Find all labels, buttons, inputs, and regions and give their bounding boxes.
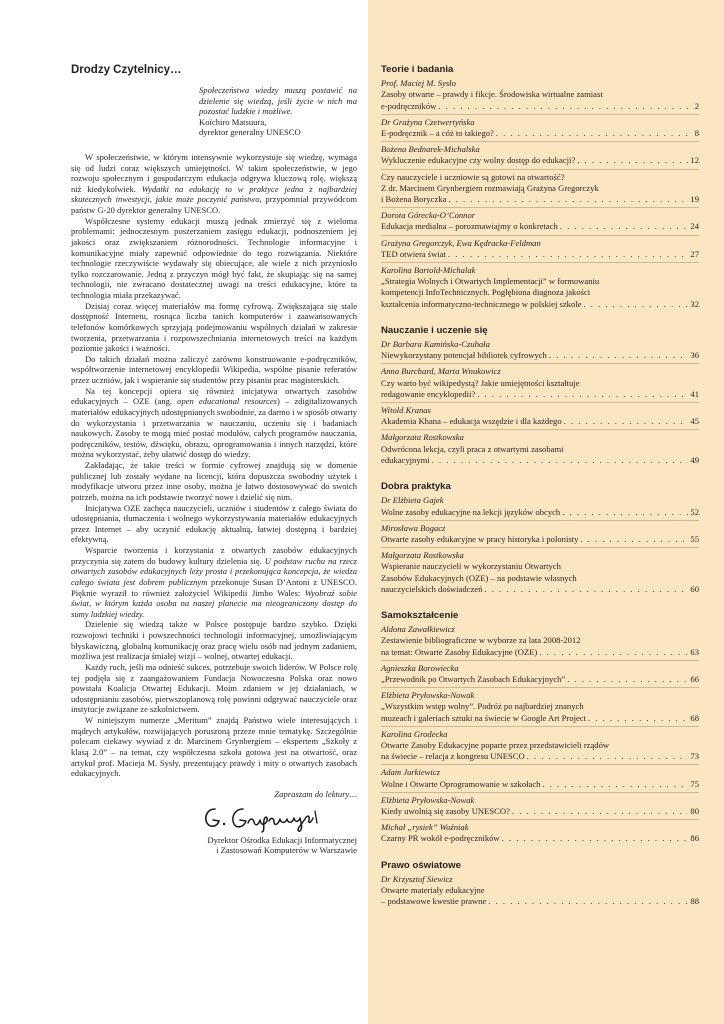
editorial-title: Drodzy Czytelnicy… — [71, 64, 182, 76]
dot-leader — [438, 101, 692, 112]
toc-entry-title-line: Czarny PR wokół e-podręczników — [381, 833, 500, 844]
motto-role: dyrektor generalny UNESCO — [199, 127, 301, 138]
toc-entry-last-line — [381, 779, 699, 790]
toc-entry[interactable] — [381, 238, 699, 263]
toc-section-title: Teorie i badania — [381, 64, 454, 75]
toc-page-number: 60 — [690, 583, 699, 594]
dot-leader — [549, 350, 689, 361]
toc-entry-title-line: E-podręcznik – a cóż to takiego? — [381, 128, 494, 139]
toc-entry-title-line: Czy warto być wikipedystą? Jakie umiejętności kształtuje — [381, 377, 580, 388]
toc-entry-title-line: TED otwiera świat — [381, 248, 446, 259]
toc-page-number: 86 — [690, 833, 699, 844]
toc-entry-author: Karolina Bartold-Michalak — [381, 265, 476, 276]
toc-entry-last-line — [381, 455, 699, 466]
toc-entry-last-line — [381, 534, 699, 545]
dot-leader — [502, 833, 689, 844]
editorial-paragraph — [71, 354, 357, 386]
toc-section-title: Prawo oświatowe — [381, 859, 461, 871]
dot-leader — [527, 751, 689, 762]
toc-section — [381, 325, 699, 468]
toc-entry-last-line — [381, 249, 699, 260]
editorial-paragraph — [71, 460, 357, 503]
dot-leader — [484, 584, 688, 595]
dot-leader — [488, 896, 688, 907]
motto-quote: Społeczeństwa wiedzy muszą postawić na dzielenie się wiedzą, jeśli życie w nich ma pozostać ludzkie i możliwe. — [199, 85, 357, 117]
toc-entry-last-line — [381, 674, 699, 685]
toc-page-number: 63 — [690, 646, 699, 657]
toc-entry-author: Dr Barbara Kamińska-Czubała — [381, 339, 490, 350]
editorial-body — [71, 152, 357, 779]
emphasized-text: Wyobraź sobie świat, w którym każda osoba na naszej planecie ma nieograniczony dostęp do sumy ludzkiej wiedzy. — [71, 587, 358, 619]
toc-entry-author: Grażyna Gregorczyk, Ewa Kędracka-Feldman — [381, 237, 541, 248]
toc-page-number: 68 — [690, 712, 699, 723]
toc-entry-title-line: na temat: Otwarte Zasoby Edukacyjne (OZE) — [381, 646, 538, 657]
toc-entry-title-line: „Strategia Wolnych i Otwartych Implementacji” w formowaniu — [381, 276, 600, 287]
toc-entry-title-line: Kiedy uwolnią się zasoby UNESCO? — [381, 805, 510, 816]
editorial-paragraph — [71, 152, 357, 216]
toc-entry[interactable] — [381, 117, 699, 142]
emphasized-text: open educational resources — [177, 396, 277, 407]
dot-leader — [448, 249, 688, 260]
toc-entry-title-line: na świecie – relacja z kongresu UNESCO — [381, 751, 525, 762]
toc-entry-author: Karolina Grodecka — [381, 728, 448, 739]
toc-entry-title-line: „Przewodnik po Otwartych Zasobach Edukacyjnych” — [381, 673, 566, 684]
toc-entry-title-line: Odwrócona lekcja, czyli praca z otwartymi zasobami — [381, 443, 564, 454]
toc-entry-author: Małgorzata Rostkowska — [381, 550, 464, 561]
toc-entry[interactable] — [381, 663, 699, 688]
toc-entry-title-line: Otwarte materiały edukacyjne — [381, 884, 485, 895]
toc-page-number: 55 — [690, 533, 699, 544]
dot-leader — [477, 389, 688, 400]
toc-section — [381, 860, 699, 910]
toc-page-number: 36 — [690, 350, 699, 361]
toc-entry-last-line — [381, 389, 699, 400]
toc-entry[interactable] — [381, 144, 699, 169]
toc-entry-title-line: kształcenia informatyczno-technicznego w polskiej szkole — [381, 298, 582, 309]
paragraph-text: ) – zdigitalizowanych materiałów edukacyjnych udostępnianych swobodnie, za darmo i w sposób otwarty do wykorzystania i przetwarzania w nauczaniu, uczeniu się i badaniach naukowych. Zasoby te mogą mieć postać modułów, całych programów nauczania, podręczników, testów, dźwięku, obrazu, oprogramowania i innych narzędzi, które można wykorzystać, żeby ułatwić dostęp do wiedzy. — [71, 396, 357, 460]
toc-entry-last-line — [381, 584, 699, 595]
editorial-paragraph — [71, 301, 357, 354]
toc-entry-author: Michał „rysiek” Woźniak — [381, 822, 469, 833]
toc-entry[interactable] — [381, 523, 699, 548]
toc-entry[interactable] — [381, 172, 699, 209]
dot-leader — [567, 674, 688, 685]
toc-page-number: 52 — [690, 506, 699, 517]
toc-entry[interactable] — [381, 405, 699, 430]
toc-entry-title-line: – podstawowe kwestie prawne — [381, 896, 487, 907]
toc-entry-author: Aldona Zawałkiewicz — [381, 624, 455, 635]
toc-entry[interactable] — [381, 767, 699, 792]
paragraph-text: W niniejszym numerze „Meritum” znajdą Państwo wiele interesujących i mądrych artykułów, rozwijających poruszoną przeze mnie tematykę. Szczególnie polecam ciekawy wywiad z dr. Marcinem Grynbergiem – ekspertem „Szkoły z klasą 2.0” – na temat, czy współczesna szkoła gotowa jest na otwartość, oraz artykuł prof. Macieja M. Sysły, prezentujący prawdy i mity o otwartych zasobach edukacyjnych. — [71, 715, 357, 779]
toc-page-number: 2 — [694, 100, 699, 111]
dot-leader — [539, 647, 688, 658]
toc-page-number: 32 — [690, 298, 699, 309]
toc-entry-last-line — [381, 155, 699, 166]
toc-page-number: 66 — [690, 673, 699, 684]
signature-caption-line: i Zastosowań Komputerów w Warszawie — [216, 845, 357, 856]
toc-entry-author: Dr Krzysztof Siewicz — [381, 873, 453, 884]
toc-entry-author: Elżbieta Pryłowska-Nowak — [381, 794, 475, 805]
paragraph-text: W społeczeństwie, w którym intensywnie wykorzystuje się wiedzę, wymaga się od ludzi coraz większych umiejętności. W takim społeczeństwie, w jego rozwoju społecznym i gospodarczym edukacja odgrywa kluczową rolę, większą niż kiedykolwiek. — [71, 151, 357, 194]
toc-entry-title-line: muzeach i galeriach sztuki na świecie w Google Art Project — [381, 712, 586, 723]
toc-entry[interactable] — [381, 550, 699, 597]
toc-page-number: 80 — [690, 805, 699, 816]
toc-entry-title-line: Wykluczenie edukacyjne czy wolny dostęp do edukacji? — [381, 155, 576, 166]
toc-entry-author: Dr Grażyna Czetwertyńska — [381, 116, 475, 127]
paragraph-text: przekonuje Susan D’Antoni z UNESCO. Pięknie wyraził to również założyciel Wikipedii Jimbo Wales: — [71, 576, 357, 598]
toc-page-number: 24 — [690, 221, 699, 232]
toc-entry-author: Bożena Bednarek-Michalska — [381, 144, 480, 155]
toc-entry-author: Prof. Maciej M. Sysło — [381, 78, 456, 89]
emphasized-text: U podstaw ruchu na rzecz otwartych zasobów edukacyjnych leży prosta i przekonująca koncepcja, że wiedza całego świata jest dobrem publicznym — [71, 555, 357, 587]
toc-entry-last-line — [381, 751, 699, 762]
toc-entry-title-line: Otwarte zasoby edukacyjne w pracy historyka i polonisty — [381, 533, 579, 544]
toc-entry-title-line: Wspieranie nauczycieli w wykorzystaniu Otwartych — [381, 561, 561, 572]
dot-leader — [542, 779, 688, 790]
editorial-column — [71, 64, 357, 856]
toc-entry-title-line: „Wszystkim wstęp wolny”. Podróż po najbardziej znanych — [381, 701, 584, 712]
editorial-paragraph — [71, 216, 357, 301]
toc-entry-author: Witold Kranas — [381, 405, 431, 416]
motto — [199, 85, 357, 138]
paragraph-text: Inicjatywa OZE zachęca nauczycieli, uczniów i studentów z całego świata do udostępniania, tłumaczenia i wolnego wykorzystywania materiałów edukacyjnych przez Internet – aby uczynić edukację aktualną, łatwiej dostępną i bardziej efektywną. — [71, 502, 357, 545]
toc-entry-title-line: kompetencji InfoTechnicznych. Pogłębiona diagnoza jakości — [381, 287, 591, 298]
dot-leader — [562, 507, 688, 518]
signature-image — [201, 801, 331, 833]
toc-entry[interactable] — [381, 495, 699, 520]
toc-section-title: Samokształcenie — [381, 609, 459, 621]
toc-entry-last-line — [381, 128, 699, 139]
toc-entry-last-line — [381, 713, 699, 724]
toc-entry[interactable] — [381, 366, 699, 403]
dot-leader — [580, 534, 688, 545]
emphasized-text: Wydatki na edukację to w praktyce jedna z najbardziej skutecznych inwestycji, jakie może poczynić państwo — [71, 183, 357, 205]
toc-section — [381, 610, 699, 847]
toc-entry-title-line: redagowanie encyklopedii? — [381, 388, 476, 399]
toc-section — [381, 481, 699, 597]
toc-section-title: Nauczanie i uczenie się — [381, 324, 488, 336]
toc-entry-last-line — [381, 507, 699, 518]
toc-entry-title-line: e-podręczników — [381, 100, 437, 111]
toc-entry[interactable] — [381, 210, 699, 235]
toc-entry-title-line: Otwarte Zasoby Edukacyjne poparte przez przedstawicieli rządów — [381, 739, 610, 750]
paragraph-text: , przypomniał przywódcom państw G-20 dyrektor generalny UNESCO. — [71, 194, 357, 216]
toc-entry-last-line — [381, 194, 699, 205]
dot-leader — [583, 299, 688, 310]
toc-entry[interactable] — [381, 795, 699, 820]
toc-entry-author: Dr Elżbieta Gajek — [381, 495, 444, 506]
toc-entry[interactable] — [381, 339, 699, 364]
toc-entry-title-line: Zasoby otwarte – prawdy i fikcje. Środowiska wirtualne zamiast — [381, 89, 603, 100]
toc-entry[interactable] — [381, 265, 699, 312]
toc-entry[interactable] — [381, 432, 699, 468]
toc-entry-title-line: nauczycielskich doświadczeń — [381, 583, 483, 594]
toc-page-number: 27 — [690, 248, 699, 259]
dot-leader — [448, 194, 688, 205]
toc-section — [381, 64, 699, 312]
closing-line: Zapraszam do lektury… — [274, 788, 357, 799]
signature-caption — [71, 835, 357, 856]
toc-entry-title-line: Zestawienie bibliograficzne w wyborze za lata 2008-2012 — [381, 635, 581, 646]
toc-entry-last-line — [381, 896, 699, 907]
toc-section-title: Dobra praktyka — [381, 481, 451, 493]
paragraph-text: Każdy ruch, jeśli ma odnieść sukces, potrzebuje swoich liderów. W Polsce rolę tej podjęła się z zaangażowaniem Fundacja Nowoczesna Polska oraz nowo powstała Koalicja Otwartej Edukacji. Moim zdaniem w jej działaniach, w udostępnianiu zasobów, pierwszoplanową rolę powinni odgrywać nauczyciele oraz instytucje związane ze szkolnictwem. — [71, 661, 357, 715]
toc-page-number: 75 — [690, 778, 699, 789]
toc-page-number: 45 — [690, 416, 699, 427]
toc-entry-last-line — [381, 350, 699, 361]
toc-page-number: 88 — [690, 896, 699, 907]
toc-entry-title-line: Z dr. Marcinem Grynbergiem rozmawiają Grażyna Gregorczyk — [381, 182, 599, 193]
dot-leader — [432, 455, 689, 466]
toc-entry-author: Małgorzata Rostkowska — [381, 432, 464, 443]
toc-entry-title-line: Wolne i Otwarte Oprogramowanie w szkołach — [381, 778, 541, 789]
toc-page-number: 49 — [690, 454, 699, 465]
toc-entry-last-line — [381, 806, 699, 817]
motto-author: Koïchiro Matsuura, — [199, 116, 267, 127]
toc-entry-last-line — [381, 221, 699, 232]
toc-page-number: 41 — [690, 388, 699, 399]
toc-entry-title-line: Czy nauczyciele i uczniowie są gotowi na otwartość? — [381, 171, 565, 182]
toc-page-number: 73 — [690, 751, 699, 762]
toc-entry-title-line: i Bożena Boryczka — [381, 194, 447, 205]
paragraph-text: Dzisiaj coraz więcej materiałów ma formę cyfrową. Zwiększająca się stale dostępność Internetu, rosnąca liczba tanich komputerów i zaawansowanych telefonów komórkowych sprzyjają podejmowaniu wspólnych działań w zakresie tworzenia, przetwarzania i rozpowszechniania internetowych treści na każdym poziomie jakości i ważności. — [71, 300, 357, 354]
editorial-paragraph — [71, 386, 357, 460]
paragraph-text: Na tej koncepcji opiera się również inicjatywa otwartych zasobów edukacyjnych – OZE (ang. — [71, 385, 357, 407]
paragraph-text: Dzielenie się wiedzą także w Polsce postępuje bardzo szybko. Dzięki rozwojowi techniki i powszechności technologii informacyjnej, umożliwiającym błyskawiczną, globalną komunikację oraz pracę wielu osób nad jednym zadaniem, możliwa jest realizacja śmiałej wizji – wolnej, otwartej edukacji. — [71, 619, 357, 662]
toc-entry-title-line: Zasobów Edukacyjnych (OZE) – na podstawie własnych — [381, 572, 577, 583]
toc-entry-title-line: Edukacja medialna – porozmawiajmy o konkretach — [381, 221, 558, 232]
paragraph-text: Współczesne systemy edukacji muszą jednak zmierzyć się z wieloma problemami: jednoczesnym poszerzaniem zasięgu edukacji, podnoszeniem jej jakości oraz zwiększaniem różnorodności. Technologie informacyjne i komunikacyjne miały zapewnić odpowiednie do tego rozwiązania. Niektóre technologie rzeczywiście wydawały się obiecujące, ale wiele z nich przyniosło tylko rozczarowanie. Jedną z przyczyn mógł być fakt, że skupiając się na samej technologii, nie zwracano dostatecznej uwagi na treści edukacyjne, które ta technologia miała przekazywać. — [71, 215, 357, 301]
toc-entry-last-line — [381, 299, 699, 310]
dot-leader — [588, 713, 688, 724]
toc-entry-author: Adam Jurkiewicz — [381, 767, 440, 778]
editorial-paragraph — [71, 503, 357, 546]
toc-page-number: 12 — [690, 155, 699, 166]
toc-entry-title-line: Akademia Khana – edukacja wszędzie i dla każdego — [381, 416, 562, 427]
paragraph-text: Wsparcie tworzenia i korzystania z otwartych zasobów edukacyjnych przyczynia się zatem do budowy kultury dzielenia się. — [71, 545, 357, 566]
toc-entry-last-line — [381, 833, 699, 844]
toc-entry[interactable] — [381, 78, 699, 115]
paragraph-text: Zakładając, że takie treści w formie cyfrowej znajdują się w domenie publicznej lub zostały wydane na licencji, która dopuszcza swobodny użytek i modyfikacje utworu przez inne osoby, można je łatwo dostosowywać do swoich potrzeb, można na ich podstawie tworzyć nowe i dzielić się nim. — [71, 460, 357, 502]
toc-entry[interactable] — [381, 874, 699, 910]
toc-entry-author: Dorota Górecka-O’Connor — [381, 210, 476, 221]
editorial-paragraph — [71, 619, 357, 662]
editorial-paragraph — [71, 662, 357, 715]
toc-entry-author: Mirosława Bogacz — [381, 522, 446, 533]
toc-entry[interactable] — [381, 624, 699, 661]
paragraph-text: Do takich działań można zaliczyć zarówno konstruowanie e-podręczników, współtworzenie internetowej encyklopedii Wikipedia, wspólne pisanie referatów przez uczniów, jak i wspieranie się studentów przy pisaniu prac magisterskich. — [71, 353, 357, 386]
toc-entry[interactable] — [381, 690, 699, 727]
toc-entry-last-line — [381, 647, 699, 658]
dot-leader — [577, 155, 688, 166]
dot-leader — [560, 221, 689, 232]
table-of-contents — [381, 64, 699, 922]
toc-entry-title-line: Niewykorzystany potencjał bibliotek cyfrowych — [381, 350, 547, 361]
toc-entry-title-line: Wolne zasoby edukacyjne na lekcji języków obcych — [381, 506, 561, 517]
toc-page-number: 19 — [690, 194, 699, 205]
toc-entry-title-line: edukacyjnymi — [381, 454, 430, 465]
dot-leader — [564, 416, 689, 427]
signature-caption-line: Dyrektor Ośrodka Edukacji Informatycznej — [207, 834, 357, 845]
toc-entry-author: Elżbieta Pryłowska-Nowak — [381, 690, 475, 701]
toc-entry-author: Agnieszka Borowiecka — [381, 662, 459, 673]
dot-leader — [496, 128, 693, 139]
dot-leader — [512, 806, 689, 817]
editorial-paragraph — [71, 545, 357, 619]
toc-entry-last-line — [381, 101, 699, 112]
toc-entry-author: Anna Burchard, Marta Wnukowicz — [381, 366, 501, 377]
toc-page-number: 8 — [694, 128, 699, 139]
editorial-paragraph — [71, 715, 357, 779]
toc-entry[interactable] — [381, 729, 699, 766]
toc-entry-last-line — [381, 416, 699, 427]
toc-entry[interactable] — [381, 822, 699, 846]
